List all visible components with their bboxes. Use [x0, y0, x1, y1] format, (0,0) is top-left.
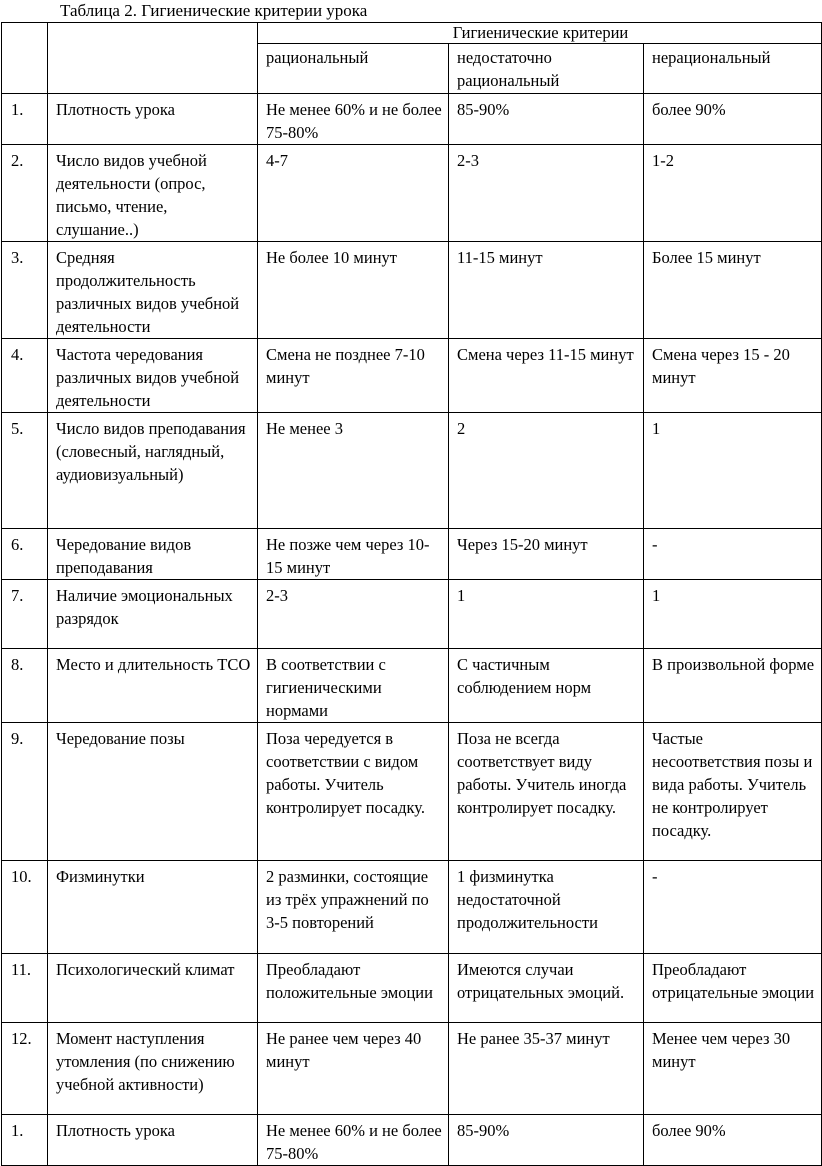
row-rational-cell: Преобладают положительные эмоции — [258, 954, 449, 1023]
row-irrational-cell: 1 — [644, 580, 822, 649]
row-insufficient-cell: 2-3 — [449, 145, 644, 242]
row-num-cell: 1. — [2, 94, 48, 145]
row-criterion-cell: Чередование позы — [48, 723, 258, 861]
header-group-label: Гигиенические критерии — [258, 23, 822, 44]
row-rational-cell: В соответствии с гигиеническими нормами — [258, 649, 449, 723]
row-irrational-cell: 1-2 — [644, 145, 822, 242]
row-rational-cell: Не менее 3 — [258, 413, 449, 529]
row-rational-cell: Не менее 60% и не более 75-80% — [258, 1115, 449, 1166]
row-rational-cell: Поза чередуется в соответствии с видом работы. Учитель контролирует посадку. — [258, 723, 449, 861]
row-irrational-cell: 1 — [644, 413, 822, 529]
header-num-cell — [2, 23, 48, 94]
row-insufficient-cell: 1 физминутка недостаточной продолжительности — [449, 861, 644, 954]
row-criterion-cell: Плотность урока — [48, 1115, 258, 1166]
row-insufficient-cell: Имеются случаи отрицательных эмоций. — [449, 954, 644, 1023]
table-row — [2, 649, 822, 723]
table-body — [2, 23, 822, 1166]
row-criterion-cell: Частота чередования различных видов учебной деятельности — [48, 339, 258, 413]
row-insufficient-cell: Смена через 11-15 минут — [449, 339, 644, 413]
row-num-cell: 10. — [2, 861, 48, 954]
row-num-cell: 4. — [2, 339, 48, 413]
header-col-insufficient: недостаточно рациональный — [449, 44, 644, 94]
row-irrational-cell: Частые несоответствия позы и вида работы. Учитель не контролирует посадку. — [644, 723, 822, 861]
hygiene-criteria-table — [1, 22, 822, 1166]
row-criterion-cell: Психологический климат — [48, 954, 258, 1023]
table-row — [2, 954, 822, 1023]
table-row — [2, 1023, 822, 1115]
header-col-rational: рациональный — [258, 44, 449, 94]
row-num-cell: 5. — [2, 413, 48, 529]
row-insufficient-cell: Не ранее 35-37 минут — [449, 1023, 644, 1115]
row-criterion-cell: Число видов преподавания (словесный, наглядный, аудиовизуальный) — [48, 413, 258, 529]
row-irrational-cell: - — [644, 529, 822, 580]
row-irrational-cell: В произвольной форме — [644, 649, 822, 723]
table-row — [2, 529, 822, 580]
row-rational-cell: 2-3 — [258, 580, 449, 649]
row-num-cell: 2. — [2, 145, 48, 242]
row-criterion-cell: Наличие эмоциональных разрядок — [48, 580, 258, 649]
table-row — [2, 145, 822, 242]
row-rational-cell: Не ранее чем через 40 минут — [258, 1023, 449, 1115]
row-criterion-cell: Число видов учебной деятельности (опрос, письмо, чтение, слушание..) — [48, 145, 258, 242]
row-criterion-cell: Физминутки — [48, 861, 258, 954]
row-criterion-cell: Средняя продолжительность различных видов учебной деятельности — [48, 242, 258, 339]
table-row — [2, 580, 822, 649]
header-row-group — [2, 23, 822, 44]
row-irrational-cell: Более 15 минут — [644, 242, 822, 339]
table-row — [2, 861, 822, 954]
row-insufficient-cell: Через 15-20 минут — [449, 529, 644, 580]
row-irrational-cell: более 90% — [644, 1115, 822, 1166]
row-insufficient-cell: 1 — [449, 580, 644, 649]
row-irrational-cell: Преобладают отрицательные эмоции — [644, 954, 822, 1023]
row-rational-cell: Не позже чем через 10-15 минут — [258, 529, 449, 580]
table-row — [2, 339, 822, 413]
row-criterion-cell: Чередование видов преподавания — [48, 529, 258, 580]
row-rational-cell: Не менее 60% и не более 75-80% — [258, 94, 449, 145]
row-num-cell: 6. — [2, 529, 48, 580]
table-row — [2, 242, 822, 339]
row-irrational-cell: Менее чем через 30 минут — [644, 1023, 822, 1115]
table-row — [2, 94, 822, 145]
row-criterion-cell: Место и длительность ТСО — [48, 649, 258, 723]
row-num-cell: 3. — [2, 242, 48, 339]
table-row — [2, 723, 822, 861]
row-insufficient-cell: С частичным соблюдением норм — [449, 649, 644, 723]
row-num-cell: 8. — [2, 649, 48, 723]
row-num-cell: 12. — [2, 1023, 48, 1115]
header-criterion-cell — [48, 23, 258, 94]
row-irrational-cell: Смена через 15 - 20 минут — [644, 339, 822, 413]
row-num-cell: 9. — [2, 723, 48, 861]
header-col-irrational: нерациональный — [644, 44, 822, 94]
row-insufficient-cell: 85-90% — [449, 1115, 644, 1166]
table-row — [2, 413, 822, 529]
row-rational-cell: Смена не позднее 7-10 минут — [258, 339, 449, 413]
row-num-cell: 7. — [2, 580, 48, 649]
row-rational-cell: 2 разминки, состоящие из трёх упражнений по 3-5 повторений — [258, 861, 449, 954]
row-rational-cell: Не более 10 минут — [258, 242, 449, 339]
row-num-cell: 11. — [2, 954, 48, 1023]
row-num-cell: 1. — [2, 1115, 48, 1166]
row-criterion-cell: Плотность урока — [48, 94, 258, 145]
row-insufficient-cell: 11-15 минут — [449, 242, 644, 339]
table-caption: Таблица 2. Гигиенические критерии урока — [60, 1, 368, 20]
table-row — [2, 1115, 822, 1166]
row-rational-cell: 4-7 — [258, 145, 449, 242]
row-insufficient-cell: 85-90% — [449, 94, 644, 145]
row-criterion-cell: Момент наступления утомления (по снижению учебной активности) — [48, 1023, 258, 1115]
row-insufficient-cell: 2 — [449, 413, 644, 529]
row-irrational-cell: более 90% — [644, 94, 822, 145]
row-insufficient-cell: Поза не всегда соответствует виду работы. Учитель иногда контролирует посадку. — [449, 723, 644, 861]
row-irrational-cell: - — [644, 861, 822, 954]
